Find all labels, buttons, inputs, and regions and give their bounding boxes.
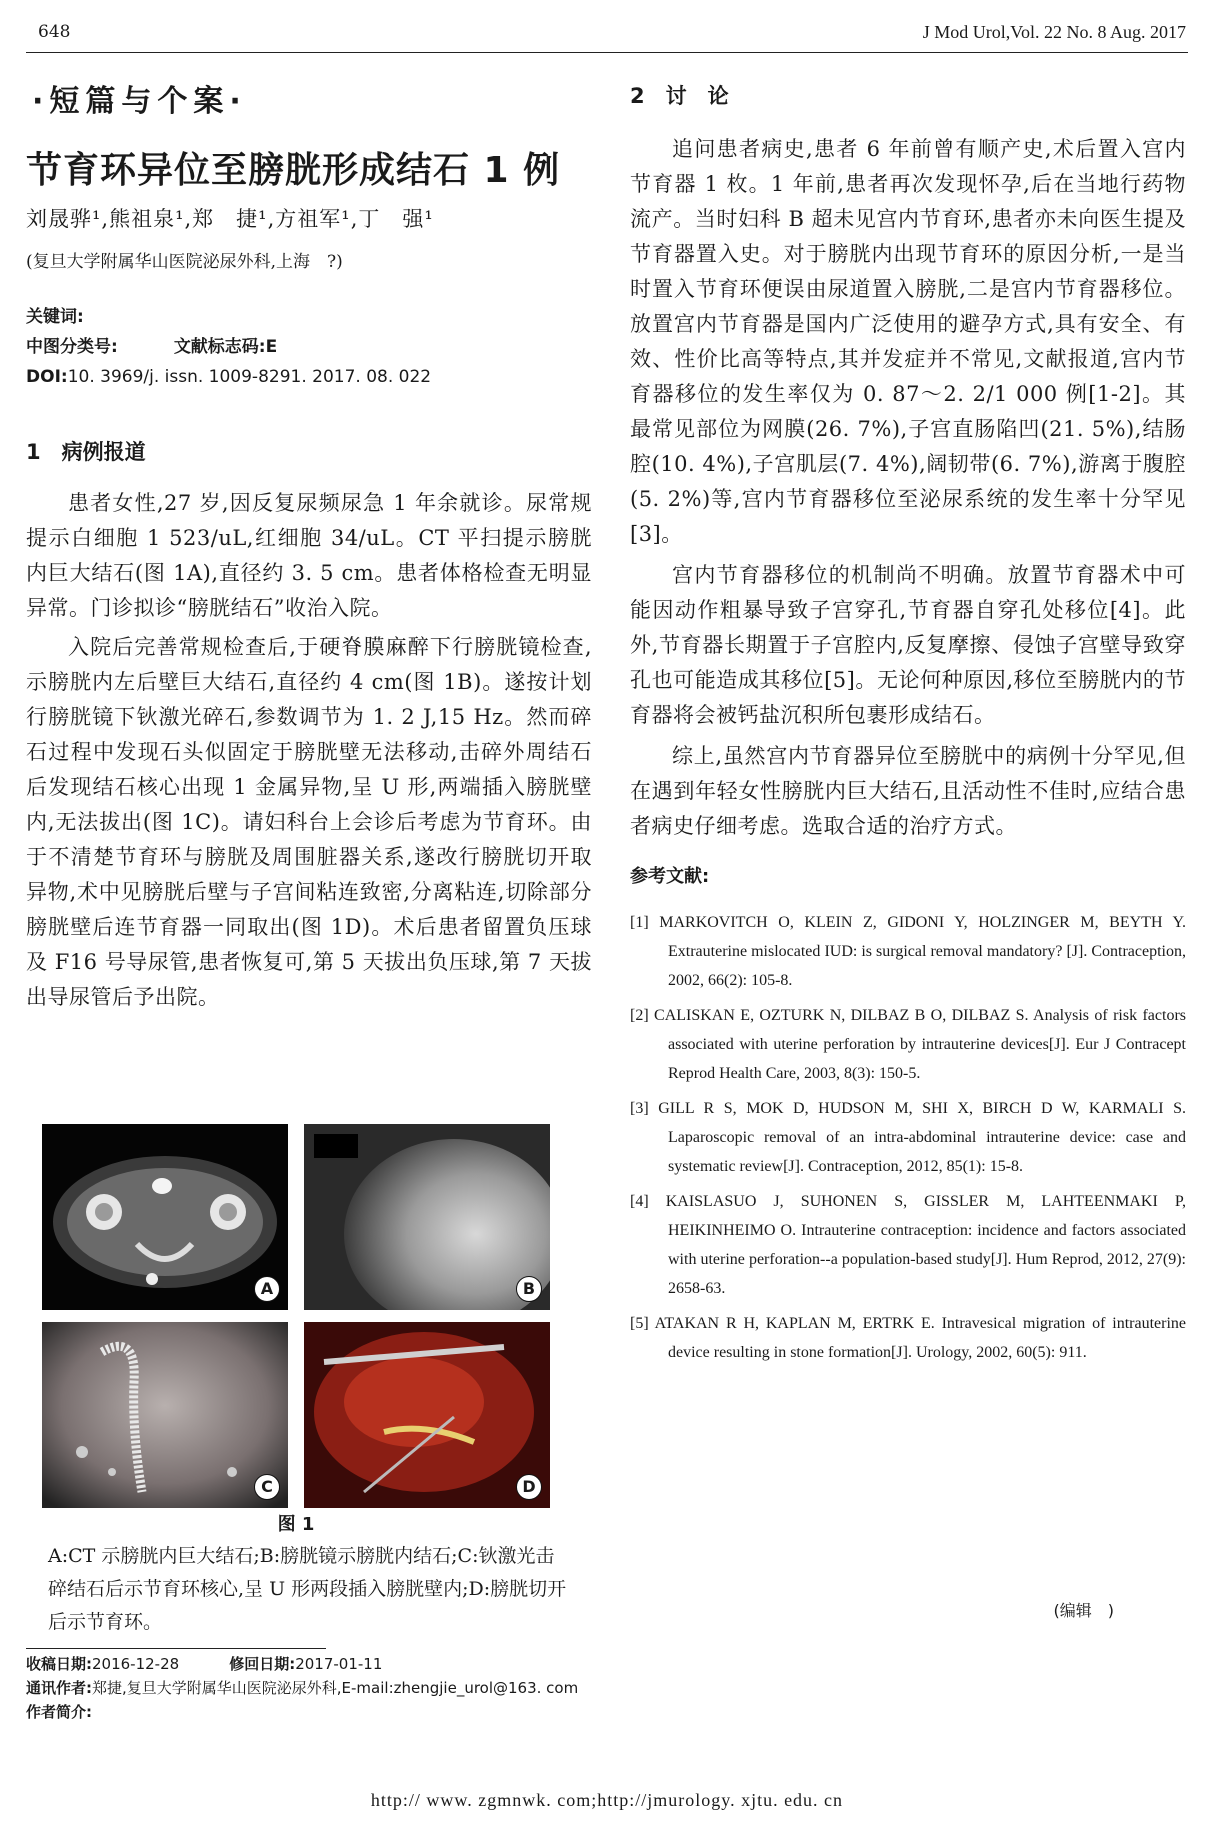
- section-body: [630, 132, 1186, 844]
- panel-label-d: D: [516, 1474, 542, 1500]
- section-heading: 1 病例报道: [26, 440, 146, 464]
- authors: 刘晟骅¹,熊祖泉¹,郑 捷¹,方祖军¹,丁 强¹: [26, 207, 434, 231]
- clc-label: 中图分类号:: [26, 337, 118, 357]
- section-body: [26, 486, 592, 1015]
- doi-label: DOI:: [26, 367, 68, 387]
- reference-item: [2] CALISKAN E, OZTURK N, DILBAZ B O, DILBAZ S. Analysis of risk factors associated with uterine perforation by intrauterine devices[J]. Eur J Contracept Reprod Health Care, 2003, 8(3): 150-5.: [630, 1007, 1186, 1082]
- section-heading: 2 讨 论: [630, 84, 729, 108]
- figure-panel-b-cystoscopy: [304, 1124, 550, 1310]
- corresponding-label: 通讯作者:: [26, 1679, 92, 1697]
- reference-item: [4] KAISLASUO J, SUHONEN S, GISSLER M, LAHTEENMAKI P, HEIKINHEIMO O. Intrauterine contraception: incidence and factors associated with uterine perforation--a population-based study[J]. Hum Reprod, 2012, 27(9): 2658-63.: [630, 1193, 1186, 1297]
- references-list: [630, 908, 1186, 1367]
- header-rule: [26, 52, 1188, 53]
- panel-label-a: A: [254, 1276, 280, 1302]
- bio-label: 作者简介:: [26, 1703, 92, 1721]
- surgery-image: [304, 1322, 550, 1508]
- right-column: [630, 80, 1186, 1367]
- editor-note: (编辑 ): [1053, 1601, 1114, 1620]
- reference-item: [3] GILL R S, MOK D, HUDSON M, SHI X, BIRCH D W, KARMALI S. Laparoscopic removal of an intra-abdominal intrauterine device: case and systematic review[J]. Contraception, 2012, 85(1): 15-8.: [630, 1100, 1186, 1175]
- ct-scan-image: [42, 1124, 288, 1310]
- figure-panel-c-iud: [42, 1322, 288, 1508]
- journal-citation: J Mod Urol,Vol. 22 No. 8 Aug. 2017: [922, 22, 1186, 42]
- cystoscopy-image: [304, 1124, 550, 1310]
- reference-item: [5] ATAKAN R H, KAPLAN M, ERTRK E. Intravesical migration of intrauterine device resulting in stone formation[J]. Urology, 2002, 60(5): 911.: [630, 1315, 1186, 1361]
- figure-1: [22, 1124, 572, 1514]
- footer-url: http:// www. zgmnwk. com;http://jmurology. xjtu. edu. cn: [370, 1790, 844, 1810]
- footnote-rule: [26, 1648, 326, 1649]
- doi: 10. 3969/j. issn. 1009-8291. 2017. 08. 022: [67, 367, 432, 387]
- paragraph: 宫内节育器移位的机制尚不明确。放置节育器术中可能因动作粗暴导致子宫穿孔,节育器自穿孔处移位[4]。此外,节育器长期置于子宫腔内,反复摩擦、侵蚀子宫壁导致穿孔也可能造成其移位[5]。无论何种原因,移位至膀胱内的节育器将会被钙盐沉积所包裹形成结石。: [630, 563, 1186, 727]
- received-date: 2016-12-28: [92, 1655, 180, 1673]
- paragraph: 综上,虽然宫内节育器异位至膀胱中的病例十分罕见,但在遇到年轻女性膀胱内巨大结石,且活动性不佳时,应结合患者病史仔细考虑。选取合适的治疗方式。: [630, 744, 1186, 838]
- metadata-block: [26, 302, 592, 392]
- figure-description: A:CT 示膀胱内巨大结石;B:膀胱镜示膀胱内结石;C:钬激光击碎结石后示节育环核心,呈 U 形两段插入膀胱壁内;D:膀胱切开后示节育环。: [48, 1545, 567, 1633]
- revised-label: 修回日期:: [229, 1655, 296, 1673]
- keywords-label: 关键词:: [26, 307, 84, 327]
- panel-label-b: B: [516, 1276, 542, 1302]
- figure-panel-a-ct: [42, 1124, 288, 1310]
- left-column: [26, 66, 592, 1015]
- paragraph: 入院后完善常规检查后,于硬脊膜麻醉下行膀胱镜检查,示膀胱内左后壁巨大结石,直径约 4 cm(图 1B)。遂按计划行膀胱镜下钬激光碎石,参数调节为 1. 2 J,15 Hz。然而碎石过程中发现石头似固定于膀胱壁无法移动,击碎外周结石后发现结石核心出现 1 金属异物,呈 U 形,两端插入膀胱壁内,无法拔出(图 1C)。请妇科台上会诊后考虑为节育环。由于不清楚节育环与膀胱及周围脏器关系,遂改行膀胱切开取异物,术中见膀胱后壁与子宫间粘连致密,分离粘连,切除部分膀胱壁后连节育器一同取出(图 1D)。术后患者留置负压球及 F16 号导尿管,患者恢复可,第 5 天拔出负压球,第 7 天拔出导尿管后予出院。: [26, 635, 592, 1009]
- panel-label-c: C: [254, 1474, 280, 1500]
- revised-date: 2017-01-11: [295, 1655, 383, 1673]
- received-label: 收稿日期:: [26, 1655, 92, 1673]
- article-title: 节育环异位至膀胱形成结石 1 例: [26, 150, 561, 191]
- reference-item: [1] MARKOVITCH O, KLEIN Z, GIDONI Y, HOLZINGER M, BEYTH Y. Extrauterine mislocated IUD: is surgical removal mandatory? [J]. Contraception, 2002, 66(2): 105-8.: [630, 914, 1186, 989]
- references-heading: 参考文献:: [630, 866, 710, 887]
- doc-code: 文献标志码:E: [173, 337, 278, 357]
- page-number: 648: [38, 22, 71, 42]
- section-tag: ·短篇与个案·: [32, 84, 247, 119]
- footnotes: [26, 1652, 578, 1724]
- figure-panel-d-surgery: [304, 1322, 550, 1508]
- paragraph: 追问患者病史,患者 6 年前曾有顺产史,术后置入宫内节育器 1 枚。1 年前,患者再次发现怀孕,后在当地行药物流产。当时妇科 B 超未见宫内节育环,患者亦未向医生提及节育器置入史。对于膀胱内出现节育环的原因分析,一是当时置入节育环便误由尿道置入膀胱,二是宫内节育器移位。放置宫内节育器是国内广泛使用的避孕方式,具有安全、有效、性价比高等特点,其并发症并不常见,文献报道,宫内节育器移位的发生率仅为 0. 87～2. 2/1 000 例[1-2]。其最常见部位为网膜(26. 7%),子宫直肠陷凹(21. 5%),结肠腔(10. 4%),子宫肌层(7. 4%),阔韧带(6. 7%),游离于腹腔(5. 2%)等,宫内节育器移位至泌尿系统的发生率十分罕见[3]。: [630, 137, 1186, 546]
- corresponding-author: 郑捷,复旦大学附属华山医院泌尿外科,E-mail:zhengjie_urol@163. com: [92, 1679, 579, 1697]
- iud-image: [42, 1322, 288, 1508]
- affiliation: (复旦大学附属华山医院泌尿外科,上海 ?): [26, 252, 343, 272]
- figure-caption: 图 1: [277, 1514, 315, 1535]
- paragraph: 患者女性,27 岁,因反复尿频尿急 1 年余就诊。尿常规提示白细胞 1 523/uL,红细胞 34/uL。CT 平扫提示膀胱内巨大结石(图 1A),直径约 3. 5 cm。患者体格检查无明显异常。门诊拟诊“膀胱结石”收治入院。: [26, 491, 592, 620]
